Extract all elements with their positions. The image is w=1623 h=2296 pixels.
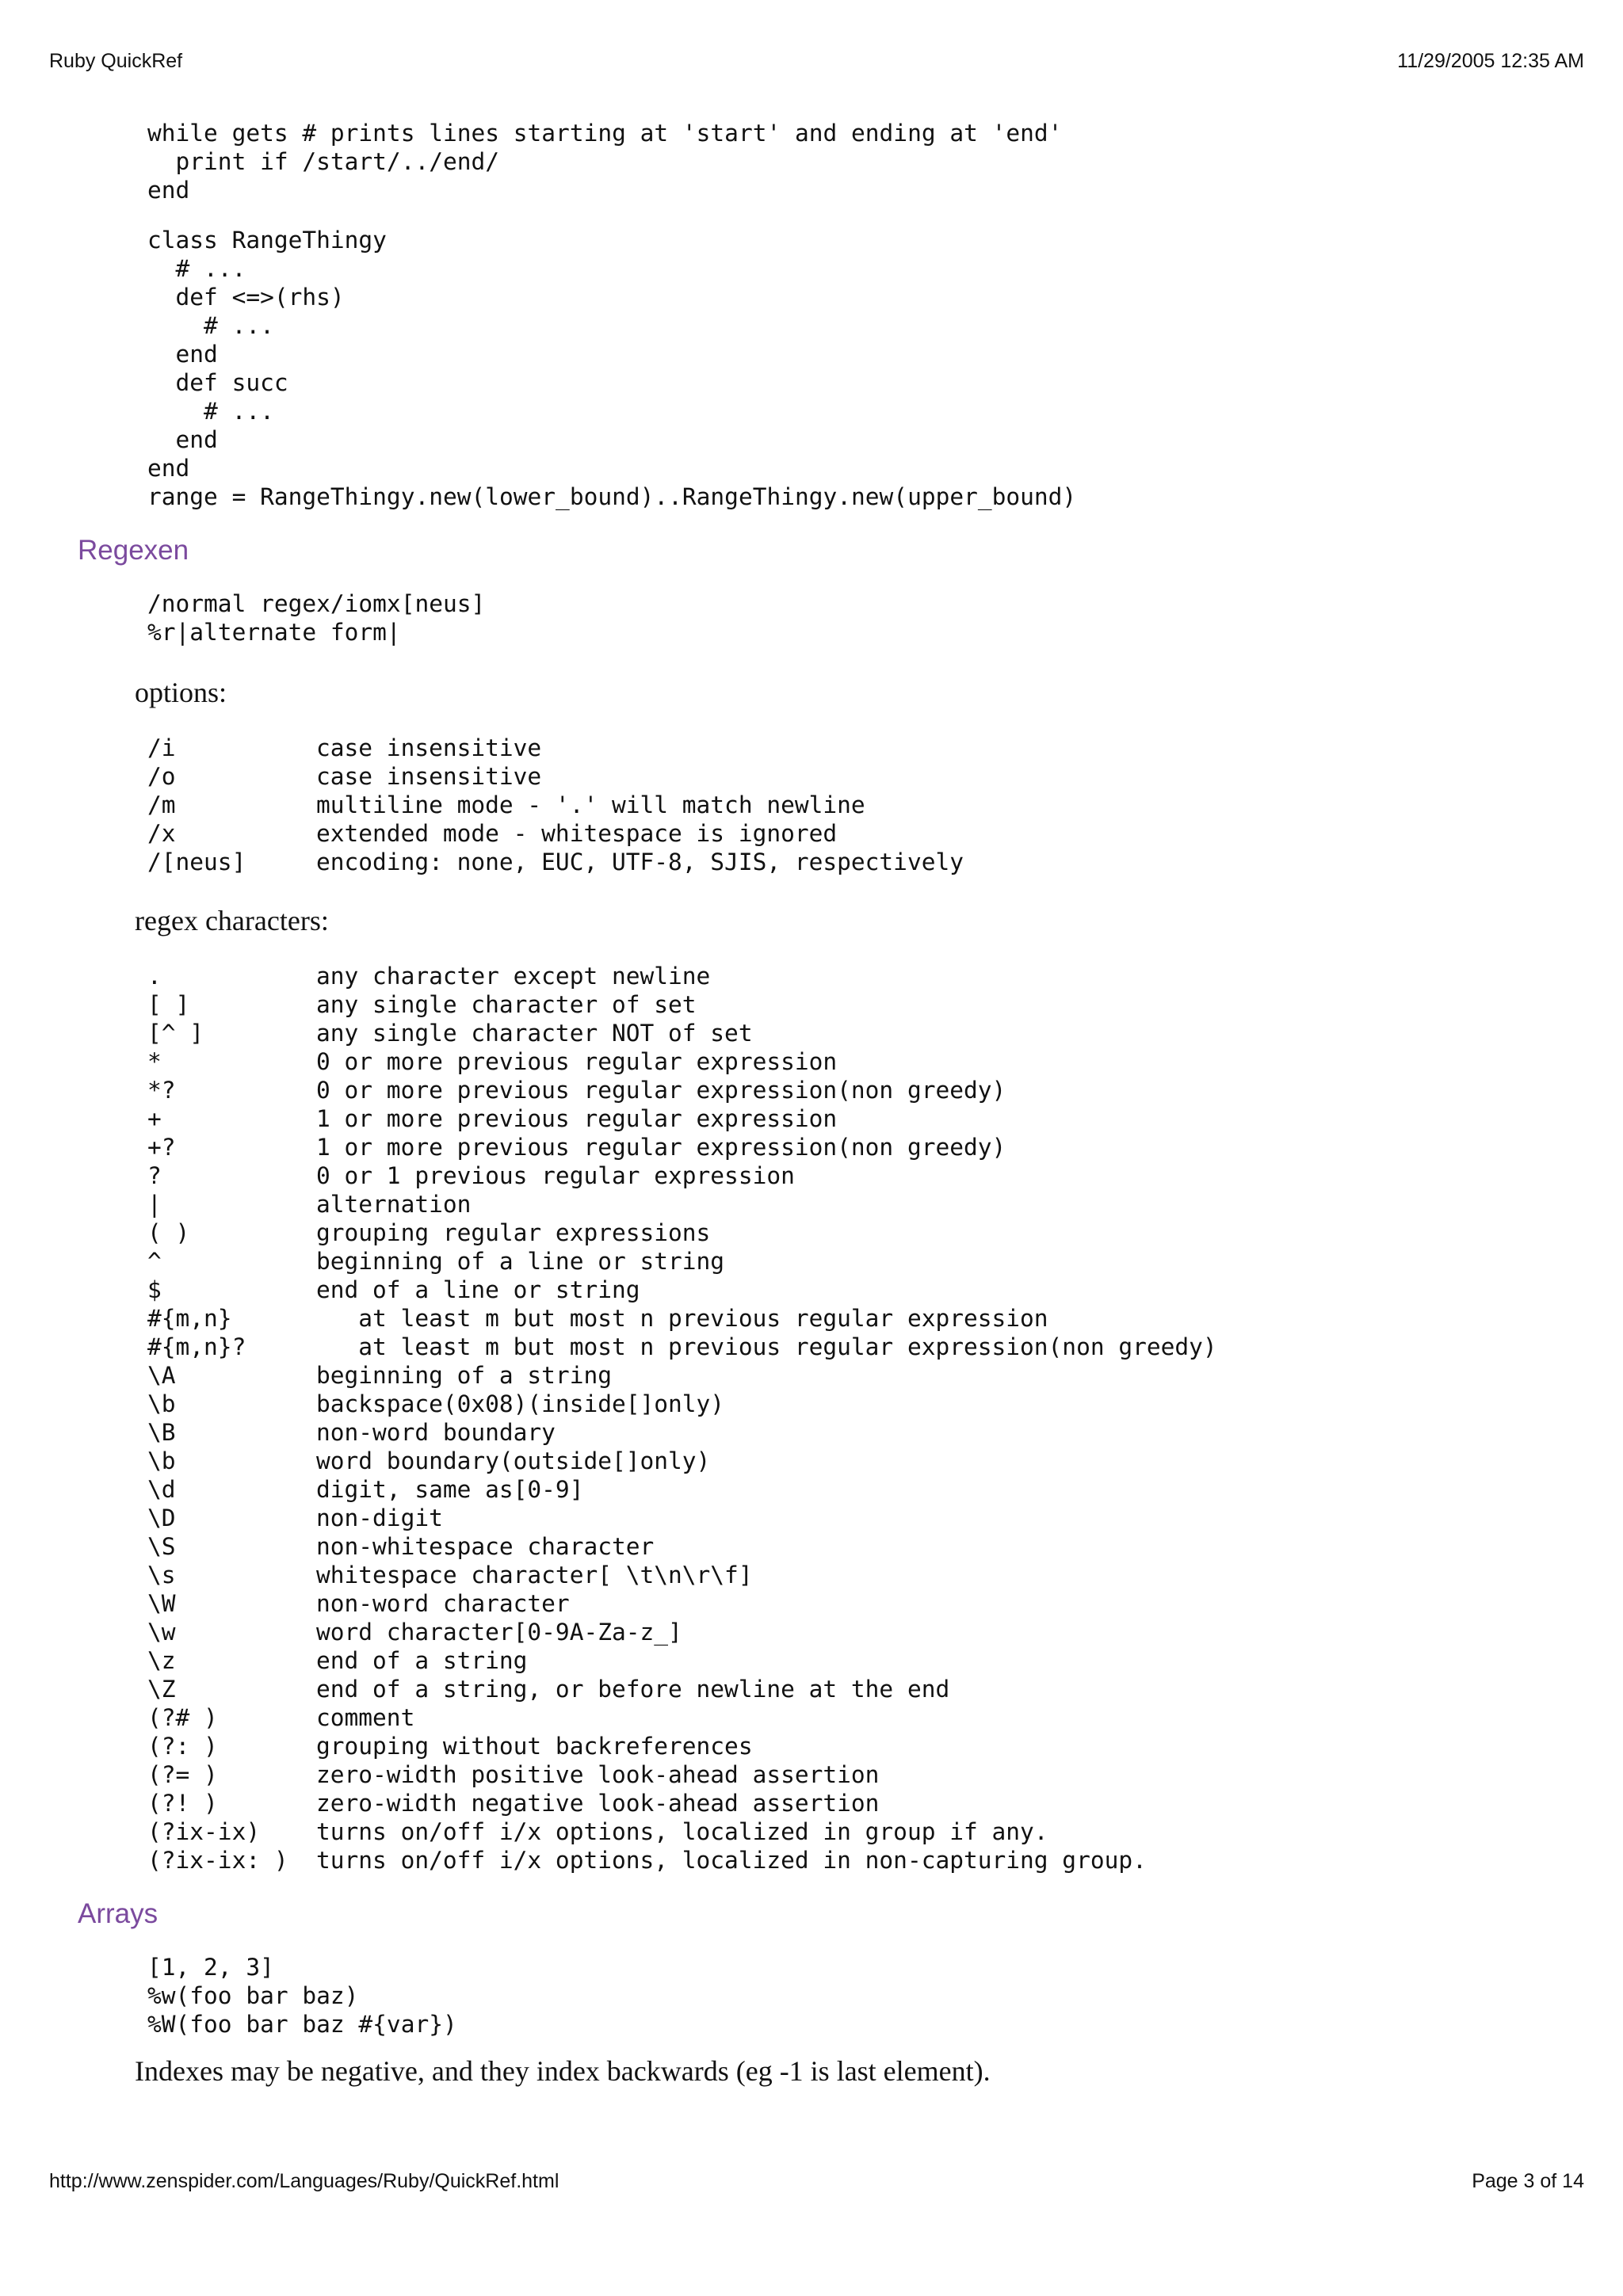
table-row <box>0 1019 1623 1047</box>
table-row <box>0 1161 1623 1190</box>
row-key: /i <box>147 734 176 761</box>
page-footer-url: http://www.zenspider.com/Languages/Ruby/QuickRef.html <box>49 2170 559 2192</box>
table-row <box>0 1304 1623 1333</box>
row-description: case insensitive <box>316 734 542 761</box>
row-key: \s <box>147 1562 176 1589</box>
page-header-datetime: 11/29/2005 12:35 AM <box>1397 50 1584 72</box>
options-label: options: <box>135 677 227 708</box>
table-row <box>0 848 1623 876</box>
row-key: \S <box>147 1533 176 1560</box>
row-description: 0 or 1 previous regular expression <box>316 1162 795 1189</box>
table-row <box>0 1760 1623 1789</box>
table-row <box>0 1418 1623 1447</box>
row-key: (?: ) <box>147 1733 218 1760</box>
table-row <box>0 1047 1623 1076</box>
row-key: /m <box>147 791 176 818</box>
row-description: case insensitive <box>316 763 542 790</box>
row-key: + <box>147 1105 162 1132</box>
row-description: grouping regular expressions <box>316 1219 711 1246</box>
row-description: backspace(0x08)(inside[]only) <box>316 1390 725 1417</box>
table-row <box>0 1589 1623 1618</box>
table-row <box>0 1504 1623 1532</box>
page-footer-page-number: Page 3 of 14 <box>1472 2170 1584 2192</box>
row-key: \b <box>147 1447 176 1474</box>
row-description: end of a string <box>316 1647 528 1674</box>
row-key: (?ix-ix: ) <box>147 1847 288 1874</box>
section-heading-regexen: Regexen <box>78 535 189 566</box>
table-row <box>0 1675 1623 1703</box>
row-key: #{m,n}? <box>147 1333 246 1360</box>
row-description: end of a line or string <box>316 1276 640 1303</box>
row-description: multiline mode - '.' will match newline <box>316 791 865 818</box>
row-key: \z <box>147 1647 176 1674</box>
row-description: non-whitespace character <box>316 1533 655 1560</box>
table-row <box>0 819 1623 848</box>
table-row <box>0 1846 1623 1875</box>
row-description: extended mode - whitespace is ignored <box>316 820 838 847</box>
row-key: \W <box>147 1590 176 1617</box>
row-key: #{m,n} <box>147 1305 232 1332</box>
table-row <box>0 1361 1623 1390</box>
code-block-range-thingy: class RangeThingy # ... def <=>(rhs) # ... end def succ # ... end end range = RangeThingy.new(lower_bound)..RangeThingy.new(upper_bound) <box>147 227 1077 510</box>
row-description: comment <box>316 1704 415 1731</box>
code-block-array-syntax: [1, 2, 3] %w(foo bar baz) %W(foo bar baz #{var}) <box>147 1954 457 2038</box>
row-description: end of a string, or before newline at the end <box>316 1676 950 1703</box>
section-heading-arrays: Arrays <box>78 1898 158 1929</box>
row-key: (?ix-ix) <box>147 1818 261 1845</box>
row-description: at least m but most n previous regular expression(non greedy) <box>316 1333 1217 1360</box>
table-row <box>0 1789 1623 1817</box>
table-row <box>0 1703 1623 1732</box>
table-row <box>0 1475 1623 1504</box>
row-key: /[neus] <box>147 849 246 875</box>
row-description: 0 or more previous regular expression <box>316 1048 838 1075</box>
row-description: grouping without backreferences <box>316 1733 753 1760</box>
row-key: | <box>147 1191 162 1218</box>
row-description: beginning of a string <box>316 1362 612 1389</box>
row-key: ( ) <box>147 1219 190 1246</box>
row-key: +? <box>147 1134 176 1161</box>
row-description: turns on/off i/x options, localized in group if any. <box>316 1818 1048 1845</box>
row-description: any character except newline <box>316 963 711 990</box>
table-row <box>0 1219 1623 1247</box>
table-row <box>0 1390 1623 1418</box>
table-row <box>0 1447 1623 1475</box>
row-description: 0 or more previous regular expression(non greedy) <box>316 1077 1006 1104</box>
arrays-index-note: Indexes may be negative, and they index backwards (eg -1 is last element). <box>135 2055 991 2087</box>
table-row <box>0 990 1623 1019</box>
table-row <box>0 1076 1623 1104</box>
row-description: non-word character <box>316 1590 570 1617</box>
table-row <box>0 1333 1623 1361</box>
table-row <box>0 1817 1623 1846</box>
row-description: word character[0-9A-Za-z_] <box>316 1619 682 1646</box>
row-key: ^ <box>147 1248 162 1275</box>
table-row <box>0 1646 1623 1675</box>
row-key: \A <box>147 1362 176 1389</box>
page-content <box>0 119 1623 2088</box>
row-key: $ <box>147 1276 162 1303</box>
row-key: \b <box>147 1390 176 1417</box>
table-row <box>0 1247 1623 1276</box>
row-key: \w <box>147 1619 176 1646</box>
table-row <box>0 762 1623 791</box>
row-description: any single character of set <box>316 991 697 1018</box>
row-key: * <box>147 1048 162 1075</box>
row-key: \B <box>147 1419 176 1446</box>
row-key: /o <box>147 763 176 790</box>
row-description: turns on/off i/x options, localized in non-capturing group. <box>316 1847 1147 1874</box>
regex-options-table <box>0 734 1623 876</box>
table-row <box>0 791 1623 819</box>
row-key: \Z <box>147 1676 176 1703</box>
row-key: \D <box>147 1505 176 1531</box>
row-description: encoding: none, EUC, UTF-8, SJIS, respectively <box>316 849 964 875</box>
table-row <box>0 734 1623 762</box>
table-row <box>0 1732 1623 1760</box>
row-description: 1 or more previous regular expression <box>316 1105 838 1132</box>
table-row <box>0 1532 1623 1561</box>
row-key: \d <box>147 1476 176 1503</box>
row-description: zero-width negative look-ahead assertion <box>316 1790 880 1817</box>
regex-characters-label: regex characters: <box>135 905 329 936</box>
row-description: beginning of a line or string <box>316 1248 725 1275</box>
table-row <box>0 962 1623 990</box>
row-key: (?= ) <box>147 1761 218 1788</box>
table-row <box>0 1561 1623 1589</box>
row-description: non-digit <box>316 1505 443 1531</box>
row-key: /x <box>147 820 176 847</box>
row-description: word boundary(outside[]only) <box>316 1447 711 1474</box>
code-block-while-gets: while gets # prints lines starting at 'start' and ending at 'end' print if /start/../end/ end <box>147 120 1063 204</box>
row-description: alternation <box>316 1191 472 1218</box>
row-key: . <box>147 963 162 990</box>
row-description: at least m but most n previous regular expression <box>316 1305 1048 1332</box>
row-key: [^ ] <box>147 1020 204 1047</box>
row-description: zero-width positive look-ahead assertion <box>316 1761 880 1788</box>
row-description: any single character NOT of set <box>316 1020 753 1047</box>
code-block-regex-syntax: /normal regex/iomx[neus] %r|alternate form| <box>147 590 486 646</box>
regex-characters-table <box>0 962 1623 1875</box>
table-row <box>0 1276 1623 1304</box>
row-description: digit, same as[0-9] <box>316 1476 584 1503</box>
row-key: *? <box>147 1077 176 1104</box>
row-key: [ ] <box>147 991 190 1018</box>
row-key: ? <box>147 1162 162 1189</box>
row-key: (?# ) <box>147 1704 218 1731</box>
page-header-title: Ruby QuickRef <box>49 50 183 72</box>
row-description: non-word boundary <box>316 1419 556 1446</box>
table-row <box>0 1104 1623 1133</box>
table-row <box>0 1618 1623 1646</box>
row-description: 1 or more previous regular expression(non greedy) <box>316 1134 1006 1161</box>
row-key: (?! ) <box>147 1790 218 1817</box>
row-description: whitespace character[ \t\n\r\f] <box>316 1562 753 1589</box>
table-row <box>0 1190 1623 1219</box>
table-row <box>0 1133 1623 1161</box>
